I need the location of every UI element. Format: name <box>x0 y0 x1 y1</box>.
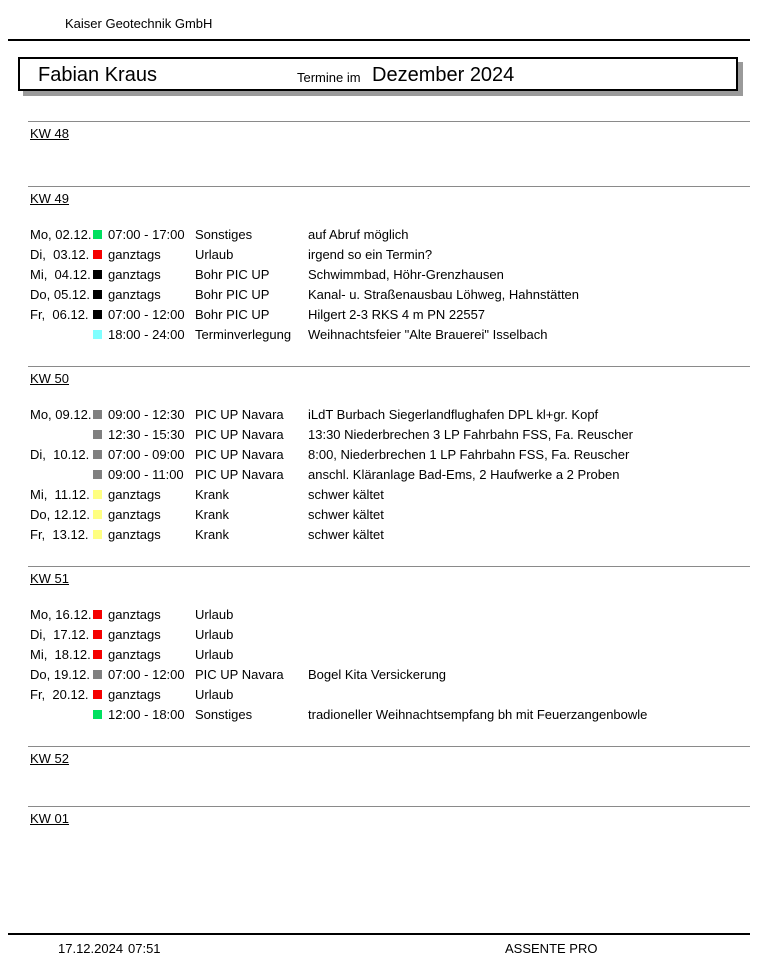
appointment-time: ganztags <box>108 247 161 262</box>
appointment-row <box>0 465 780 485</box>
appointment-day: Di, 10.12. <box>30 447 90 462</box>
week-sections <box>0 121 780 826</box>
appointment-type: Urlaub <box>195 247 234 262</box>
appointment-time: ganztags <box>108 607 161 622</box>
appointment-row <box>0 445 780 465</box>
section-divider <box>28 186 750 187</box>
appointment-row <box>0 265 780 285</box>
section-divider <box>28 806 750 807</box>
appointment-time: 07:00 - 12:00 <box>108 667 185 682</box>
appointment-description: iLdT Burbach Siegerlandflughafen DPL kl+gr. Kopf <box>308 407 599 422</box>
appointment-type: PIC UP Navara <box>195 667 284 682</box>
appointment-type: PIC UP Navara <box>195 467 284 482</box>
appointment-rows <box>0 206 780 345</box>
appointment-row <box>0 485 780 505</box>
status-color-square <box>93 670 102 679</box>
title-box <box>18 57 738 91</box>
appointment-row <box>0 645 780 665</box>
appointment-day: Mi, 11.12. <box>30 487 90 502</box>
appointment-type: PIC UP Navara <box>195 407 284 422</box>
appointment-time: ganztags <box>108 507 161 522</box>
appointment-description: Weihnachtsfeier "Alte Brauerei" Isselbach <box>308 327 548 342</box>
appointment-time: ganztags <box>108 487 161 502</box>
appointment-day: Fr, 20.12. <box>30 687 89 702</box>
appointment-type: Krank <box>195 487 229 502</box>
person-name: Fabian Kraus <box>38 64 157 86</box>
status-color-square <box>93 470 102 479</box>
status-color-square <box>93 410 102 419</box>
appointment-type: Urlaub <box>195 687 234 702</box>
appointment-day: Fr, 13.12. <box>30 527 89 542</box>
appointment-time: 07:00 - 17:00 <box>108 227 185 242</box>
appointment-time: ganztags <box>108 287 161 302</box>
appointment-description: irgend so ein Termin? <box>308 247 433 262</box>
appointment-day: Di, 03.12. <box>30 247 90 262</box>
week-section <box>0 186 780 345</box>
week-section <box>0 121 780 141</box>
appointment-row <box>0 405 780 425</box>
week-label: KW 51 <box>30 571 70 586</box>
status-color-square <box>93 610 102 619</box>
appointment-description: anschl. Kläranlage Bad-Ems, 2 Haufwerke a 2 Proben <box>308 467 620 482</box>
appointment-type: Bohr PIC UP <box>195 287 270 302</box>
appointment-type: Urlaub <box>195 647 234 662</box>
status-color-square <box>93 310 102 319</box>
appointment-description: schwer kältet <box>308 487 384 502</box>
footer-divider <box>8 933 750 935</box>
appointment-time: 09:00 - 12:30 <box>108 407 185 422</box>
status-color-square <box>93 630 102 639</box>
appointment-day: Mo, 16.12. <box>30 607 92 622</box>
appointment-time: 07:00 - 12:00 <box>108 307 185 322</box>
section-divider <box>28 121 750 122</box>
week-section <box>0 746 780 766</box>
week-section <box>0 806 780 826</box>
week-section <box>0 366 780 545</box>
appointment-time: ganztags <box>108 527 161 542</box>
appointment-description: 8:00, Niederbrechen 1 LP Fahrbahn FSS, Fa. Reuscher <box>308 447 630 462</box>
appointment-row <box>0 685 780 705</box>
appointment-row <box>0 305 780 325</box>
status-color-square <box>93 530 102 539</box>
status-color-square <box>93 250 102 259</box>
week-label-row <box>30 750 780 766</box>
appointment-description: Kanal- u. Straßenausbau Löhweg, Hahnstätten <box>308 287 580 302</box>
appointment-rows <box>0 586 780 725</box>
appointment-row <box>0 625 780 645</box>
status-color-square <box>93 490 102 499</box>
week-label-row <box>30 125 780 141</box>
appointment-type: Terminverlegung <box>195 327 292 342</box>
appointment-row <box>0 425 780 445</box>
appointment-type: Urlaub <box>195 607 234 622</box>
status-color-square <box>93 290 102 299</box>
appointment-type: Bohr PIC UP <box>195 307 270 322</box>
status-color-square <box>93 510 102 519</box>
appointment-time: 12:00 - 18:00 <box>108 707 185 722</box>
appointment-day: Mi, 04.12. <box>30 267 91 282</box>
appointment-time: ganztags <box>108 647 161 662</box>
section-divider <box>28 366 750 367</box>
section-divider <box>28 746 750 747</box>
appointment-description: Bogel Kita Versickerung <box>308 667 447 682</box>
appointment-day: Di, 17.12. <box>30 627 90 642</box>
week-section <box>0 566 780 725</box>
appointment-type: Bohr PIC UP <box>195 267 270 282</box>
appointment-day: Do, 05.12. <box>30 287 90 302</box>
appointment-time: ganztags <box>108 267 161 282</box>
appointment-time: 12:30 - 15:30 <box>108 427 185 442</box>
status-color-square <box>93 650 102 659</box>
appointment-day: Do, 19.12. <box>30 667 90 682</box>
status-color-square <box>93 230 102 239</box>
appointment-row <box>0 665 780 685</box>
status-color-square <box>93 430 102 439</box>
appointment-description: tradioneller Weihnachtsempfang bh mit Feuerzangenbowle <box>308 707 648 722</box>
appointment-row <box>0 225 780 245</box>
week-label: KW 48 <box>30 126 70 141</box>
app-name: ASSENTE PRO <box>505 941 598 956</box>
status-color-square <box>93 270 102 279</box>
appointment-row <box>0 505 780 525</box>
appointment-day: Fr, 06.12. <box>30 307 89 322</box>
appointment-time: 07:00 - 09:00 <box>108 447 185 462</box>
company-name: Kaiser Geotechnik GmbH <box>65 16 213 31</box>
month-title: Dezember 2024 <box>372 64 515 86</box>
appointment-type: Urlaub <box>195 627 234 642</box>
week-label-row <box>30 190 780 206</box>
appointment-row <box>0 605 780 625</box>
week-label: KW 50 <box>30 371 70 386</box>
appointment-description: 13:30 Niederbrechen 3 LP Fahrbahn FSS, Fa. Reuscher <box>308 427 633 442</box>
appointment-description: schwer kältet <box>308 527 384 542</box>
appointment-rows <box>0 386 780 545</box>
appointment-description: auf Abruf möglich <box>308 227 409 242</box>
section-divider <box>28 566 750 567</box>
print-date: 17.12.2024 <box>58 941 124 956</box>
termine-label: Termine im <box>297 70 361 85</box>
appointment-time: 18:00 - 24:00 <box>108 327 185 342</box>
appointment-row <box>0 285 780 305</box>
appointment-description: Hilgert 2-3 RKS 4 m PN 22557 <box>308 307 486 322</box>
week-label: KW 52 <box>30 751 70 766</box>
appointment-type: Krank <box>195 507 229 522</box>
appointment-row <box>0 705 780 725</box>
appointment-type: PIC UP Navara <box>195 447 284 462</box>
appointment-type: Sonstiges <box>195 707 253 722</box>
header-divider <box>8 39 750 41</box>
appointment-time: ganztags <box>108 687 161 702</box>
week-label-row <box>30 810 780 826</box>
week-label: KW 01 <box>30 811 70 826</box>
appointment-day: Mo, 09.12. <box>30 407 92 422</box>
appointment-type: Sonstiges <box>195 227 253 242</box>
week-label-row <box>30 370 780 386</box>
status-color-square <box>93 330 102 339</box>
week-label-row <box>30 570 780 586</box>
appointment-row <box>0 325 780 345</box>
appointment-day: Mo, 02.12. <box>30 227 92 242</box>
appointment-time: ganztags <box>108 627 161 642</box>
status-color-square <box>93 710 102 719</box>
week-label: KW 49 <box>30 191 70 206</box>
print-time: 07:51 <box>128 941 161 956</box>
status-color-square <box>93 450 102 459</box>
appointment-row <box>0 525 780 545</box>
appointment-day: Do, 12.12. <box>30 507 90 522</box>
appointment-description: Schwimmbad, Höhr-Grenzhausen <box>308 267 504 282</box>
appointment-day: Mi, 18.12. <box>30 647 91 662</box>
appointment-type: Krank <box>195 527 229 542</box>
appointment-type: PIC UP Navara <box>195 427 284 442</box>
appointment-time: 09:00 - 11:00 <box>108 467 184 482</box>
appointment-description: schwer kältet <box>308 507 384 522</box>
status-color-square <box>93 690 102 699</box>
appointment-row <box>0 245 780 265</box>
